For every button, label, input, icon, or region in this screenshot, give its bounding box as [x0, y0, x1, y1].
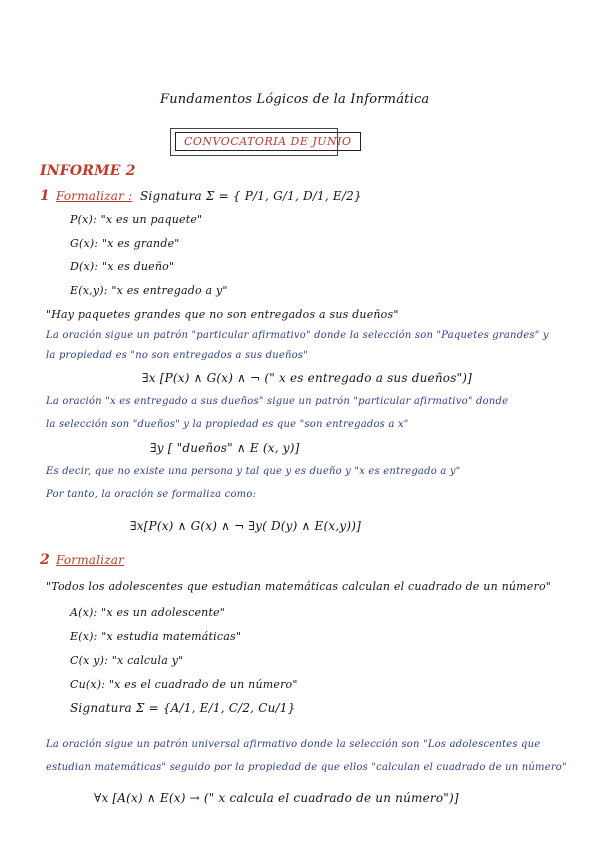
predicate-cu: Cu(x): "x es el cuadrado de un número" [70, 678, 298, 691]
explanation1-line2: la propiedad es "no son entregados a sus dueños" [46, 350, 308, 361]
formula2: ∃y [ "dueños" ∧ E (x, y)] [150, 441, 300, 455]
section1-signature: Signatura Σ = { P/1, G/1, D/1, E/2} [140, 189, 362, 203]
section1-statement: "Hay paquetes grandes que no son entregados a sus dueños" [46, 308, 399, 321]
section1-heading: Formalizar : [56, 189, 133, 203]
formula-final: ∃x[P(x) ∧ G(x) ∧ ¬ ∃y( D(y) ∧ E(x,y))] [130, 519, 361, 533]
explanation2-line1: La oración "x es entregado a sus dueños" sigue un patrón "particular afirmativo" donde [46, 396, 509, 407]
section2-statement: "Todos los adolescentes que estudian matemáticas calculan el cuadrado de un número" [46, 580, 552, 593]
section2-explanation-line2: estudian matemáticas" seguido por la propiedad de que ellos "calculan el cuadrado de un número" [46, 762, 567, 773]
section2-heading: Formalizar [56, 553, 125, 567]
predicate-c: C(x y): "x calcula y" [70, 654, 184, 667]
section2-explanation-line1: La oración sigue un patrón universal afirmativo donde la selección son "Los adolescentes que [46, 739, 541, 750]
formula1: ∃x [P(x) ∧ G(x) ∧ ¬ (" x es entregado a sus dueños")] [142, 371, 473, 385]
section2-formula: ∀x [A(x) ∧ E(x) → (" x calcula el cuadrado de un número")] [94, 791, 459, 805]
convocatoria-subtitle: CONVOCATORIA DE JUNIO [175, 132, 361, 151]
predicate-a: A(x): "x es un adolescente" [70, 606, 226, 619]
section2-signature: Signatura Σ = {A/1, E/1, C/2, Cu/1} [70, 701, 296, 715]
predicate-e: E(x,y): "x es entregado a y" [70, 284, 228, 297]
explanation3: Es decir, que no existe una persona y tal que y es dueño y "x es entregado a y" [46, 466, 461, 477]
predicate-g: G(x): "x es grande" [70, 237, 180, 250]
section2-number: 2 [40, 552, 50, 568]
explanation1-line1: La oración sigue un patrón "particular afirmativo" donde la selección son "Paquetes grandes" y [46, 330, 549, 341]
predicate-p: P(x): "x es un paquete" [70, 213, 203, 226]
section1-number: 1 [40, 188, 50, 204]
explanation2-line2: la selección son "dueños" y la propiedad es que "son entregados a x" [46, 419, 409, 430]
predicate-e2: E(x): "x estudia matemáticas" [70, 630, 242, 643]
document-title: Fundamentos Lógicos de la Informática [160, 92, 430, 107]
predicate-d: D(x): "x es dueño" [70, 260, 175, 273]
report-label: INFORME 2 [40, 163, 136, 179]
explanation4: Por tanto, la oración se formaliza como: [46, 489, 257, 500]
